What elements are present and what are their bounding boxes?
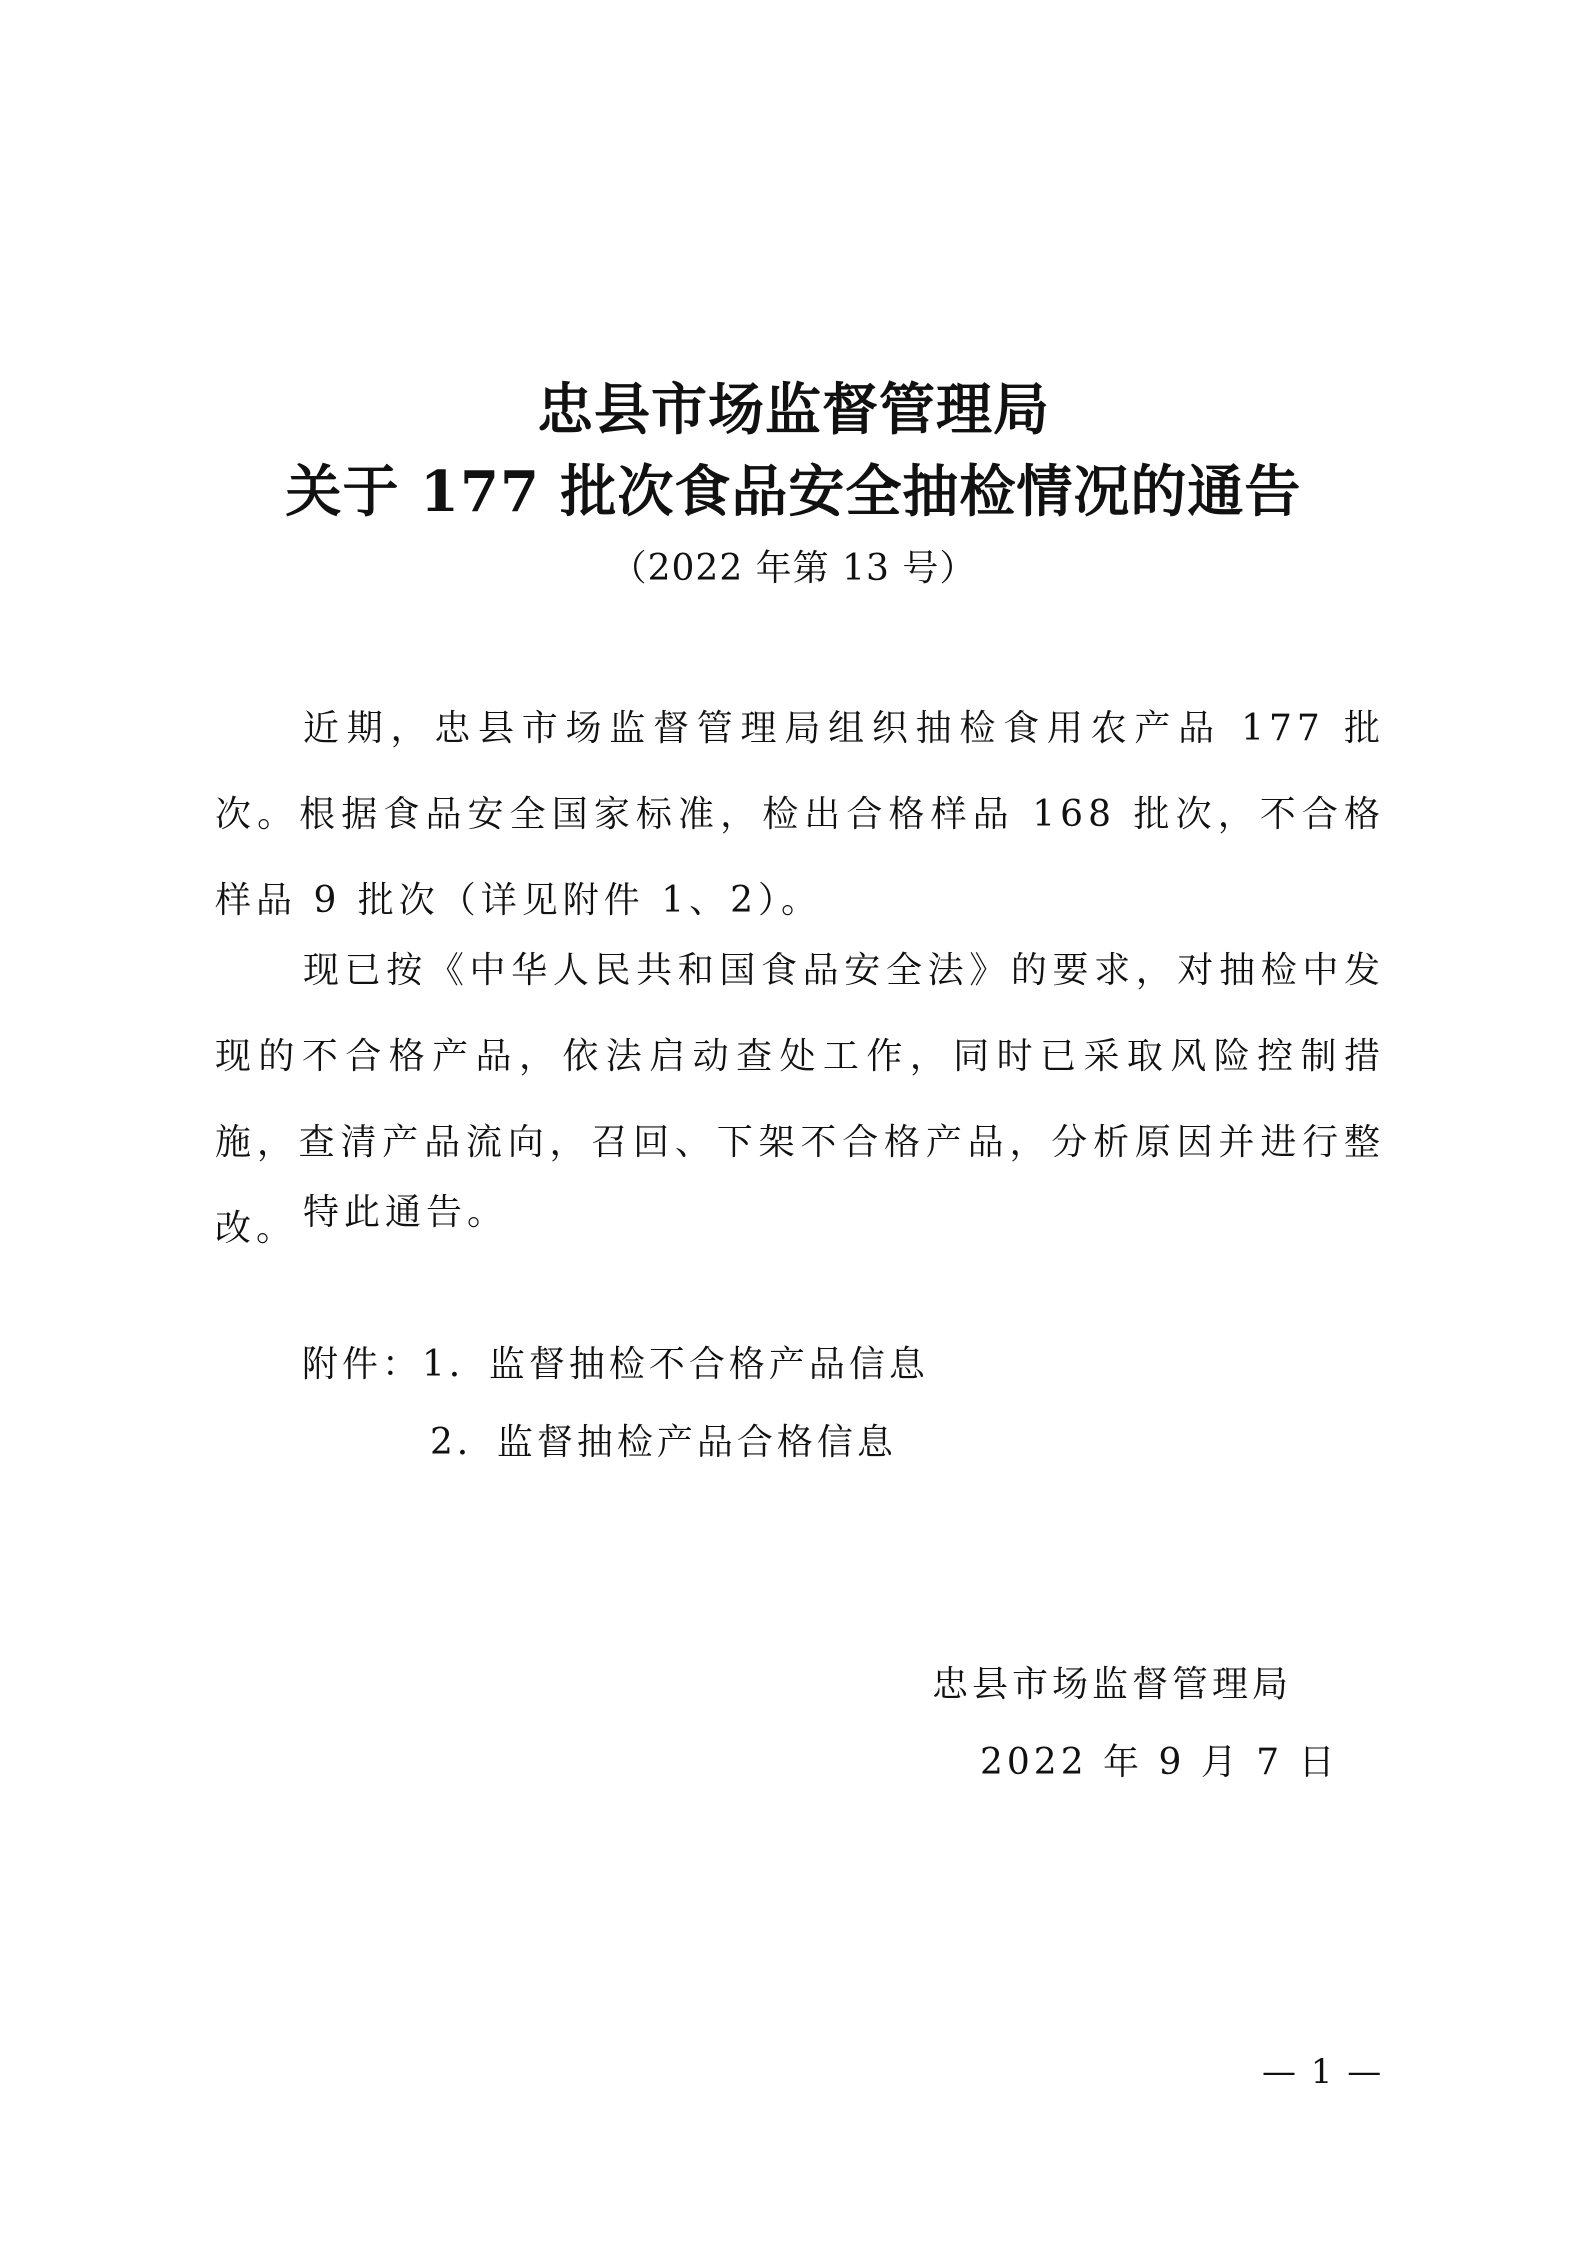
attachment-2: 2．监督抽检产品合格信息 — [430, 1422, 897, 1463]
document-title-line1: 忠县市场监督管理局 — [537, 377, 1050, 443]
signature-date: 2022 年 9 月 7 日 — [980, 1742, 1339, 1783]
paragraph-2: 现已按《中华人民共和国食品安全法》的要求，对抽检中发现的不合格产品，依法启动查处工作，同时已采取风险控制措施，查清产品流向，召回、下架不合格产品，分析原因并进行整改。 — [215, 950, 1385, 1249]
paragraph-3-block — [215, 1170, 1385, 1256]
page-number: — 1 — — [1262, 2052, 1384, 2092]
attachment-1: 附件：1．监督抽检不合格产品信息 — [302, 1344, 929, 1385]
document-title-line2: 关于 177 批次食品安全抽检情况的通告 — [285, 459, 1302, 525]
paragraph-1: 近期，忠县市场监督管理局组织抽检食用农产品 177 批次。根据食品安全国家标准，检出合格样品 168 批次，不合格样品 9 批次（详见附件 1、2）。 — [215, 708, 1385, 921]
document-number: （2022 年第 13 号） — [610, 548, 977, 589]
paragraph-1-block — [215, 686, 1385, 944]
paragraph-3: 特此通告。 — [303, 1192, 509, 1233]
signature-organization: 忠县市场监督管理局 — [932, 1664, 1293, 1705]
